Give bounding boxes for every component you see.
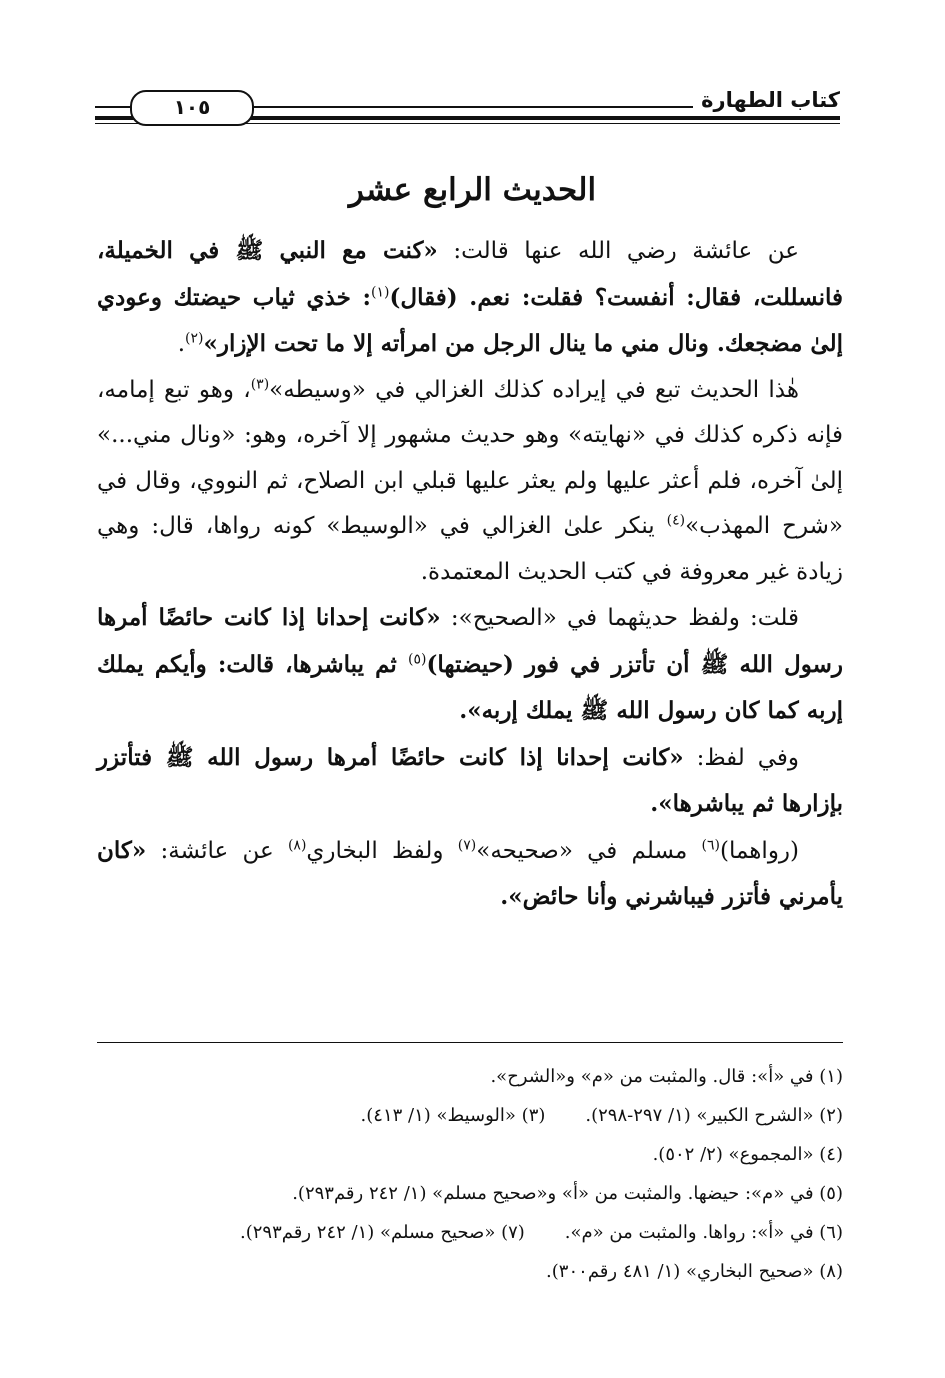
footnote-ref[interactable]: (٢) xyxy=(185,330,204,347)
footnote-4: (٤) «المجموع» (٢/ ٥٠٢). xyxy=(652,1144,843,1165)
paragraph-commentary xyxy=(97,368,843,596)
text-segment: . xyxy=(177,331,185,357)
hadith-quote: ثم يباشرها، قالت: وأيكم يملك إربه كما كان رسول الله ﷺ يملك إربه». xyxy=(97,650,843,724)
hadith-quote: «كان يأمرني فأتزر فيباشرني وأنا حائض». xyxy=(97,836,843,910)
hadith-quote: «كانت إحدانا إذا كانت حائضًا أمرها رسول الله ﷺ أن تأتزر في فور (حيضتها) xyxy=(97,604,843,678)
page-number: ١٠٥ xyxy=(130,90,254,126)
paragraph-variant xyxy=(97,735,843,828)
hadith-quote: : خذي ثياب حيضتك وعودي إلىٰ مضجعك. ونال مني ما ينال الرجل من امرأته إلا ما تحت الإزار» xyxy=(97,283,843,357)
footnotes xyxy=(97,1057,843,1291)
running-title: كتاب الطهارة xyxy=(693,88,840,112)
footnote-row xyxy=(97,1096,843,1135)
footnote-1: (١) في «أ»: قال. والمثبت من «م» و«الشرح». xyxy=(490,1066,843,1087)
text-segment: وفي لفظ: xyxy=(683,744,800,771)
hadith-quote: «كنت مع النبي ﷺ في الخميلة، فانسللت، فقال: أنفست؟ فقلت: نعم. (فقال) xyxy=(97,237,844,311)
text-segment: عن عائشة رضي الله عنها قالت: xyxy=(437,238,799,264)
footnote-ref[interactable]: (٣) xyxy=(250,375,270,392)
footnote-row xyxy=(97,1213,843,1252)
footnote-ref[interactable]: (٦) xyxy=(701,836,721,853)
footnote-ref[interactable]: (٧) xyxy=(457,836,477,853)
footnote-ref[interactable]: (٤) xyxy=(666,512,686,529)
paragraph-sources xyxy=(97,828,843,921)
hadith-quote: «كانت إحدانا إذا كانت حائضًا أمرها رسول الله ﷺ فتأتزر بإزارها ثم يباشرها». xyxy=(97,743,843,817)
text-segment: عن عائشة: xyxy=(146,837,288,864)
footnote-separator xyxy=(97,1042,843,1043)
text-segment: مسلم في «صحيحه» xyxy=(476,837,702,864)
footnote-7: (٧) «صحيح مسلم» (١/ ٢٤٢ رقم٢٩٣). xyxy=(240,1222,525,1243)
text-segment: هٰذا الحديث تبع في إيراده كذلك الغزالي في «وسيطه» xyxy=(269,376,799,403)
main-text xyxy=(97,228,843,921)
paragraph-sahih xyxy=(97,595,843,735)
footnote-ref[interactable]: (٨) xyxy=(287,836,307,853)
footnote-6: (٦) في «أ»: رواها. والمثبت من «م». xyxy=(564,1222,843,1243)
text-segment: ينكر علىٰ الغزالي في «الوسيط» كونه رواها، قال: وهي زيادة غير معروفة في كتب الحديث المعتمدة. xyxy=(97,513,843,585)
text-segment: ، وهو تبع إمامه، فإنه ذكره كذلك في «نهايته» وهو حديث مشهور إلا آخره، وهو: «ونال مني...» إلىٰ آخره، فلم أعثر عليها ولم يعثر عليها قبلي ابن الصلاح، ثم النووي، وقال في «شرح المهذب» xyxy=(97,376,843,539)
text-segment: ولفظ البخاري xyxy=(306,837,458,864)
page-header xyxy=(95,88,840,128)
footnote-ref[interactable]: (٥) xyxy=(407,650,427,667)
footnote-2: (٢) «الشرح الكبير» (١/ ٢٩٧-٢٩٨). xyxy=(585,1105,843,1126)
footnote-8: (٨) «صحيح البخاري» (١/ ٤٨١ رقم٣٠٠). xyxy=(546,1261,843,1282)
footnote-3: (٣) «الوسيط» (١/ ٤١٣). xyxy=(360,1105,546,1126)
text-segment: قلت: ولفظ حديثهما في «الصحيح»: xyxy=(440,605,800,631)
text-segment: (رواهما) xyxy=(720,837,799,864)
paragraph-hadith xyxy=(97,228,843,368)
footnote-ref[interactable]: (١) xyxy=(371,283,390,300)
hadith-title: الحديث الرابع عشر xyxy=(348,172,597,208)
footnote-5: (٥) في «م»: حيضها. والمثبت من «أ» و«صحيح مسلم» (١/ ٢٤٢ رقم٢٩٣). xyxy=(292,1183,843,1204)
